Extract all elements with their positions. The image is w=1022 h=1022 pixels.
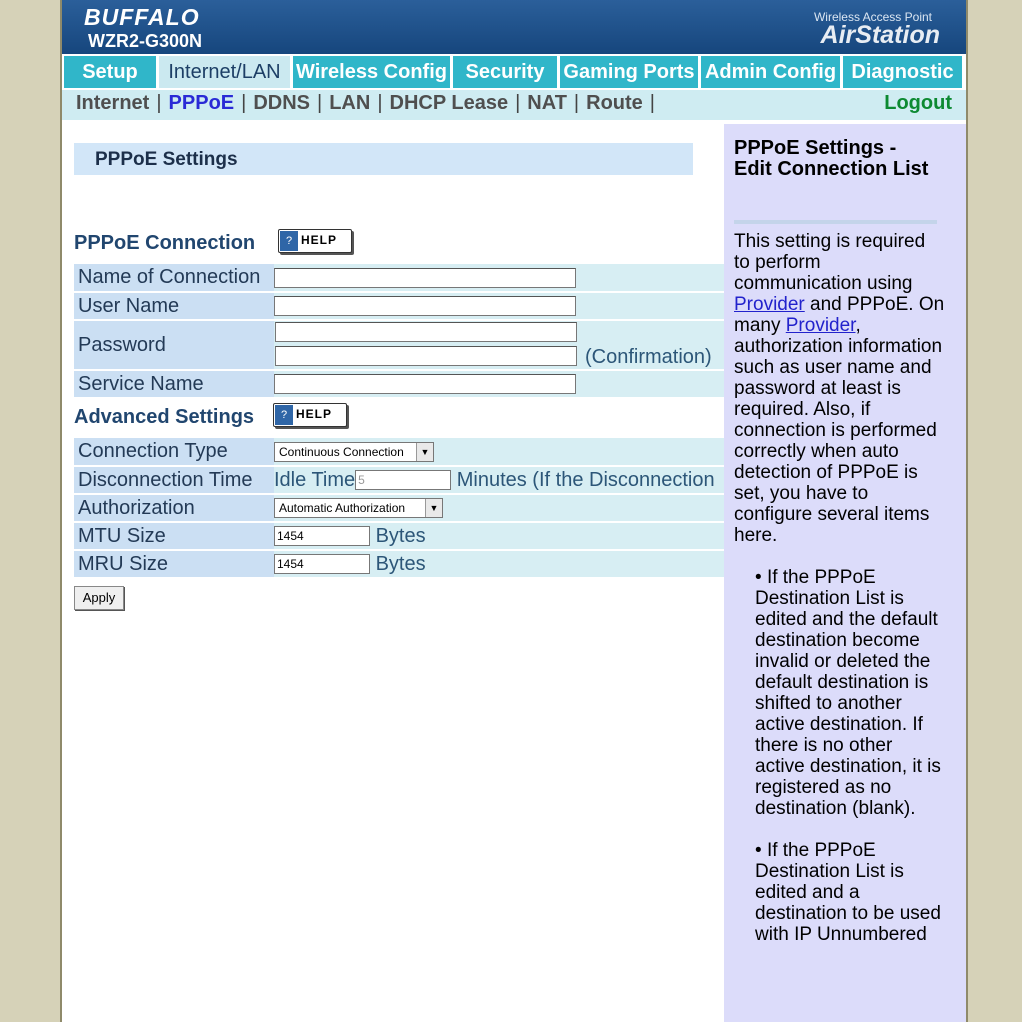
provider-link[interactable]: Provider	[734, 294, 805, 315]
help-bullet: • If the PPPoE Destination List is edited and the default destination become invalid or deleted the default destination is shifted to another active destination. If there is no other active destination, it is registered as no destination (blank).	[755, 567, 941, 819]
password-label: Password	[74, 320, 274, 370]
connection-type-select[interactable]: Continuous Connection ▼	[274, 442, 434, 462]
password-input[interactable]	[275, 322, 577, 342]
logout-link[interactable]: Logout	[884, 92, 952, 114]
tab-admin-config[interactable]: Admin Config	[701, 56, 840, 88]
user-name-input[interactable]	[274, 296, 576, 316]
provider-link[interactable]: Provider	[785, 315, 856, 336]
tab-setup[interactable]: Setup	[64, 56, 156, 88]
subnav-nat[interactable]: NAT	[527, 92, 567, 114]
router-admin-window	[60, 0, 968, 1022]
subnav-ddns[interactable]: DDNS	[253, 92, 310, 114]
advanced-settings-heading: Advanced Settings	[74, 406, 255, 428]
idle-time-label: Idle Time	[274, 468, 356, 491]
tab-security[interactable]: Security	[453, 56, 557, 88]
header-banner	[62, 0, 966, 54]
authorization-label: Authorization	[74, 494, 274, 522]
question-icon: ?	[275, 405, 293, 425]
service-name-input[interactable]	[274, 374, 576, 394]
subnav-pppoe[interactable]: PPPoE	[168, 92, 235, 114]
mtu-bytes-label: Bytes	[375, 524, 426, 547]
mru-bytes-label: Bytes	[375, 552, 426, 575]
section-title-bar	[74, 143, 693, 175]
product-logo: AirStation	[820, 21, 940, 49]
main-tabs	[62, 54, 966, 90]
connection-type-label: Connection Type	[74, 438, 274, 466]
sub-navigation: Internet | PPPoE | DDNS | LAN | DHCP Lease | NAT | Route | Logout	[62, 90, 966, 120]
brand-logo: BUFFALO	[84, 4, 200, 30]
apply-button[interactable]: Apply	[74, 586, 124, 610]
subnav-internet[interactable]: Internet	[76, 92, 150, 114]
question-icon: ?	[280, 231, 298, 251]
tab-gaming-ports[interactable]: Gaming Ports	[560, 56, 698, 88]
advanced-form	[74, 438, 726, 579]
connection-form	[74, 264, 726, 399]
tab-diagnostic[interactable]: Diagnostic	[843, 56, 962, 88]
page-title: PPPoE Settings	[95, 149, 238, 170]
mtu-size-label: MTU Size	[74, 522, 274, 550]
password-confirm-input[interactable]	[275, 346, 577, 366]
mru-size-label: MRU Size	[74, 550, 274, 578]
mtu-size-input[interactable]: 1454	[274, 526, 370, 546]
connection-name-input[interactable]	[274, 268, 576, 288]
tab-internet-lan[interactable]: Internet/LAN	[159, 56, 290, 88]
chevron-down-icon: ▼	[425, 499, 442, 517]
subnav-lan[interactable]: LAN	[329, 92, 371, 114]
idle-time-input[interactable]: 5	[355, 470, 451, 490]
subnav-dhcp-lease[interactable]: DHCP Lease	[389, 92, 509, 114]
disconnection-time-label: Disconnection Time	[74, 466, 274, 494]
chevron-down-icon: ▼	[416, 443, 433, 461]
product-label: Wireless Access Point	[813, 10, 932, 24]
user-name-label: User Name	[74, 292, 274, 320]
help-divider	[734, 220, 937, 224]
service-name-label: Service Name	[74, 370, 274, 398]
name-of-connection-label: Name of Connection	[74, 264, 274, 292]
help-label: HELP	[296, 407, 333, 421]
help-label: HELP	[301, 233, 338, 247]
help-panel	[724, 124, 966, 1022]
bullet-icon: •	[755, 567, 767, 588]
mru-size-input[interactable]: 1454	[274, 554, 370, 574]
connection-help-button[interactable]	[278, 229, 352, 253]
help-bullet: • If the PPPoE Destination List is edited and a destination to be used with IP Unnumbered	[755, 840, 941, 945]
minutes-label: Minutes (If the Disconnection	[456, 468, 715, 491]
bullet-icon: •	[755, 840, 767, 861]
model-name: WZR2-G300N	[88, 31, 203, 51]
subnav-route[interactable]: Route	[586, 92, 643, 114]
confirmation-label: (Confirmation)	[585, 346, 712, 368]
authorization-select[interactable]: Automatic Authorization ▼	[274, 498, 443, 518]
help-paragraph: This setting is required to perform communication using Provider and PPPoE. On many Provider, authorization information such as user name and password at least is required. Also, if connection is performed correctly when auto detection of PPPoE is set, you have to configure several items here.	[734, 231, 945, 546]
help-title: PPPoE Settings - Edit Connection List	[734, 137, 929, 180]
pppoe-connection-heading: PPPoE Connection	[74, 232, 256, 254]
help-body	[734, 231, 946, 945]
tab-wireless-config[interactable]: Wireless Config	[293, 56, 450, 88]
advanced-help-button[interactable]	[273, 403, 347, 427]
